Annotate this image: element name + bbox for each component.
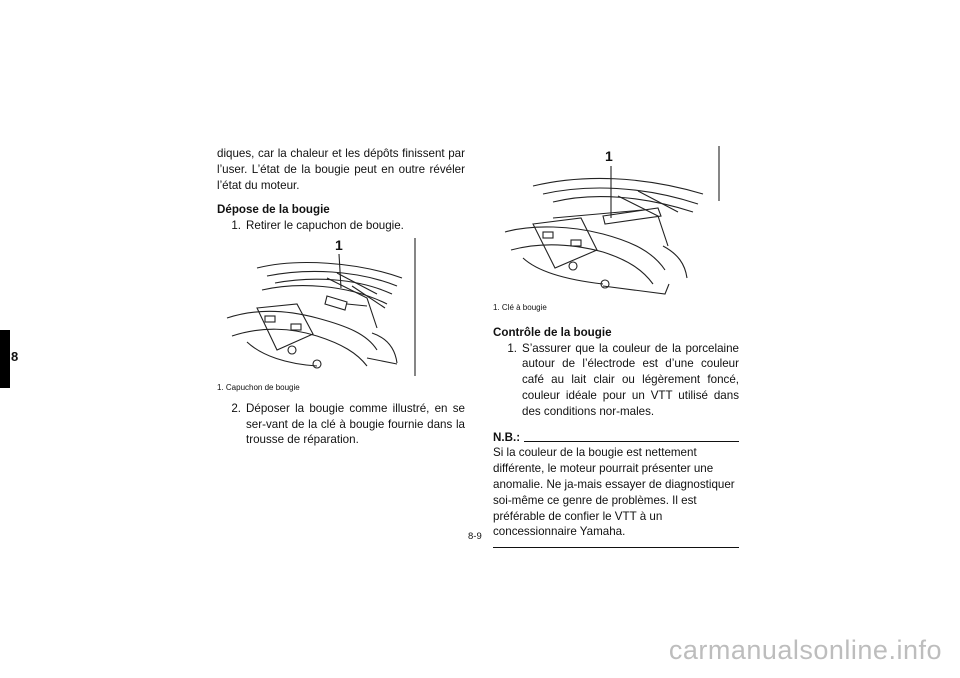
step-text: Déposer la bougie comme illustré, en se ser-vant de la clé à bougie fournie dans la trousse de réparation. [246,401,465,447]
step-text: Retirer le capuchon de bougie. [246,219,404,233]
check-step-1 [493,341,739,420]
right-column [493,146,739,548]
spark-plug-wrench-figure [493,146,739,313]
note-end-rule [493,547,739,548]
note-rule [524,441,739,442]
step-text: S’assurer que la couleur de la porcelaine autour de l’électrode est d’une couleur café au lait clair ou légèrement foncé, couleur idéale pour un VTT utilisé dans des conditions nor-males. [522,341,739,418]
check-heading: Contrôle de la bougie [493,325,612,339]
removal-step-2 [217,401,465,448]
note-header [493,430,739,446]
step-number: 1. [507,341,517,355]
note-label: N.B.: [493,430,521,444]
figure-caption: 1. Clé à bougie [493,302,547,312]
figure-callout: 1 [335,236,343,253]
chapter-tab-number: 8 [11,349,19,364]
spark-plug-cap-figure [217,238,465,393]
step-number: 2. [231,401,241,415]
page-number: 8-9 [468,531,482,542]
spark-plug-cap-illustration [217,238,417,376]
watermark: carmanualsonline.info [668,635,942,665]
spark-plug-wrench-illustration [493,146,723,296]
figure-callout: 1 [605,148,613,164]
step-number: 1. [231,219,241,233]
removal-heading: Dépose de la bougie [217,203,330,217]
intro-paragraph: diques, car la chaleur et les dépôts finissent par l’user. L’état de la bougie peut en outre révéler l’état du moteur. [217,147,465,192]
left-column [217,146,465,448]
chapter-tab [0,330,10,388]
removal-step-1 [217,218,465,234]
note-text: Si la couleur de la bougie est nettement différente, le moteur pourrait présenter une anomalie. Ne ja-mais essayer de diagnostiquer soi-même ce genre de problèmes. Il est préférable de confier le VTT à un concessionnaire Yamaha. [493,446,735,539]
figure-caption: 1. Capuchon de bougie [217,382,300,392]
